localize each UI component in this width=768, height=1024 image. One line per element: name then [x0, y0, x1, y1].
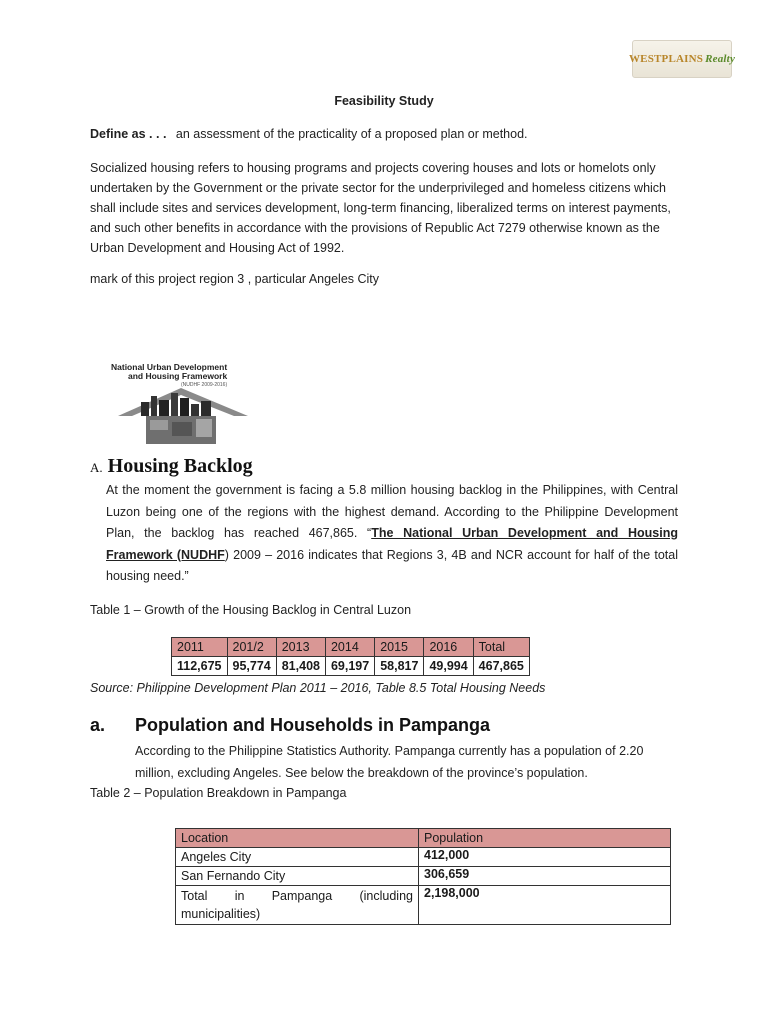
table2-location-cell: Total in Pampanga (including municipalities) — [176, 886, 419, 925]
table1-value-row — [172, 657, 530, 676]
definition-text: an assessment of the practicality of a proposed plan or method. — [175, 127, 528, 141]
section-a-body-part2: ) 2009 – 2016 indicates that Regions 3, 4B and NCR account for half of the total housing need.” — [106, 547, 678, 583]
table2-location-cell: Angeles City — [176, 848, 419, 867]
nudhf-logo-line3: (NUDHF 2009-2016) — [181, 382, 228, 388]
table1-header-cell: Total — [473, 638, 529, 657]
table1-value-cell: 112,675 — [172, 657, 228, 676]
table1-header-cell: 2014 — [325, 638, 374, 657]
section-a-body-part1: At the moment the government is facing a 5.8 million housing backlog in the Philippines, with Central Luzon being one of the regions with the highest demand. According to the Philippine Development Plan, the backlog has reached 467,865. “ — [106, 483, 678, 540]
logo-text-accent: Realty — [705, 53, 736, 65]
table2-header-population: Population — [419, 829, 671, 848]
table2-header-location: Location — [176, 829, 419, 848]
definition-label: Define as . . . — [90, 127, 167, 141]
nudhf-logo-image — [106, 360, 261, 444]
table-row — [176, 867, 671, 886]
table-row — [176, 848, 671, 867]
table2-header-row — [176, 829, 671, 848]
table1-value-cell: 69,197 — [325, 657, 374, 676]
section-a-body — [106, 480, 678, 588]
table1-value-cell: 95,774 — [227, 657, 276, 676]
table2-caption: Table 2 – Population Breakdown in Pampanga — [90, 786, 347, 800]
nudhf-logo-line2: and Housing Framework — [128, 371, 228, 381]
section-a-heading: A. Housing Backlog — [90, 455, 253, 477]
project-mark-text: mark of this project region 3 , particular Angeles City — [90, 272, 380, 286]
table1-header-cell: 2011 — [172, 638, 228, 657]
section-b-number: a. — [90, 715, 106, 735]
population-table — [175, 828, 671, 925]
table1-header-cell: 2013 — [276, 638, 325, 657]
section-a-letter: A — [90, 460, 100, 475]
table2-population-cell: 412,000 — [419, 848, 671, 867]
section-b-body: According to the Philippine Statistics Authority. Pampanga currently has a population of 2.20 million, excluding Angeles. See below the breakdown of the province’s population. — [135, 744, 644, 780]
section-a-title: Housing Backlog — [107, 455, 253, 477]
table2-population-cell: 2,198,000 — [419, 886, 671, 925]
logo-text-main: WESTPLAINS — [628, 53, 704, 65]
table1-caption: Table 1 – Growth of the Housing Backlog in Central Luzon — [90, 603, 412, 617]
housing-backlog-table — [171, 637, 530, 676]
source-note: Source: Philippine Development Plan 2011 – 2016, Table 8.5 Total Housing Needs — [90, 681, 546, 695]
definition-line — [90, 127, 528, 141]
table1-value-cell: 49,994 — [424, 657, 473, 676]
table2-location-cell: San Fernando City — [176, 867, 419, 886]
company-logo — [628, 40, 736, 78]
nudhf-logo-graphic — [106, 360, 261, 444]
table1-value-cell: 81,408 — [276, 657, 325, 676]
table1-header-row — [172, 638, 530, 657]
table2-population-cell: 306,659 — [419, 867, 671, 886]
section-b-heading — [90, 715, 490, 736]
document-title: Feasibility Study — [334, 94, 434, 108]
table1-header-cell: 201/2 — [227, 638, 276, 657]
socialized-housing-paragraph: Socialized housing refers to housing programs and projects covering houses and lots or homelots only undertaken by the Government or the private sector for the underprivileged and homeless citizens which shall include sites and services development, long-term financing, liberalized terms on interest payments, and such other benefits in accordance with the provisions of Republic Act 7279 otherwise known as the Urban Development and Housing Act of 1992. — [90, 161, 671, 255]
nudhf-logo-line1: National Urban Development — [111, 362, 228, 372]
table1-header-cell: 2015 — [375, 638, 424, 657]
table1-value-cell: 58,817 — [375, 657, 424, 676]
table-row — [176, 886, 671, 925]
table1-value-cell: 467,865 — [473, 657, 529, 676]
nudhf-reference-link: The National Urban Development and Housing Framework (NUDHF — [106, 526, 678, 562]
section-b-title: Population and Households in Pampanga — [135, 715, 491, 735]
table1-header-cell: 2016 — [424, 638, 473, 657]
